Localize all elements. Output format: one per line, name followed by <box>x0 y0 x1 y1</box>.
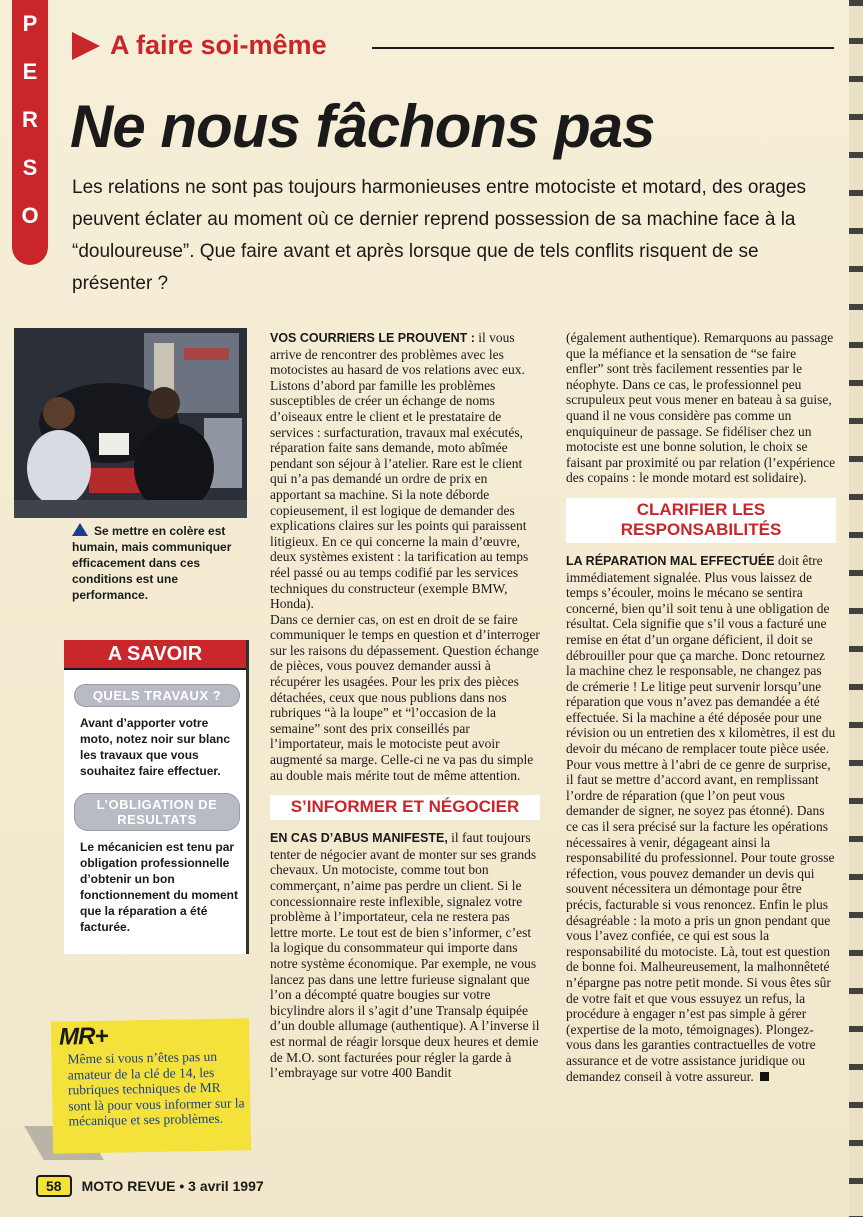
page-title: Ne nous fâchons pas <box>70 93 655 160</box>
kicker <box>72 30 327 61</box>
section-tab-letter: E <box>22 59 38 84</box>
savoir-item-head: L’OBLIGATION DE RESULTATS <box>74 793 240 831</box>
article-paragraph: (également authentique). Remarquons au passage que la méfiance et la sensation de “se faire enfler” sont très facilement ressenties par le néophyte. Dans ce cas, le professionnel peu scrupuleux peut vous mener en bateau à sa guise, quand il ne vous considère pas comme un enquiquineur de passage. Se fidéliser chez un motociste est une bonne solution, le choix se faisant par proximité ou par relation (l’expérience des copains : le monde motard est solidaire). <box>566 330 836 486</box>
subheading: CLARIFIER LES RESPONSABILITÉS <box>566 498 836 543</box>
mr-plus-box <box>51 1018 251 1153</box>
article-paragraph <box>270 330 540 612</box>
subheading: S’INFORMER ET NÉGOCIER <box>270 795 540 820</box>
paragraph-text: il vous arrive de rencontrer des problèmes avec les motocistes au hasard de vos relations avec eux. Listons d’abord par famille les problèmes susceptibles de créer un échange de noms d’oiseaux entre le client et le prestataire de services : surfacturation, travaux mal exécutés, réparation faite sans demande, moto abîmée pendant son séjour à l’atelier. Rare est le client qui n’a pas demandé un ordre de prix en apportant sa machine. Si la note déborde copieusement, il est logique de demander des explications claires sur les points qui paraissent litigieux. En ce qui concerne la main d’œuvre, deux systèmes existent : la tarification au temps réel passé ou au temps codifié par les services techniques du constructeur (exemple BMW, Honda). <box>270 330 529 612</box>
page-footer <box>36 1175 264 1197</box>
workshop-photo-illustration <box>14 328 247 518</box>
kicker-rule <box>372 47 834 49</box>
article-paragraph: Dans ce dernier cas, on est en droit de se faire communiquer le temps en question et d’interroger sur les raisons du dépassement. Question échange de pièces, vous pouvez demander aussi à récupérer les usagées. Pour les prix des pièces détachées, ceux que nous publions dans nos rubriques “à la loupe” et “l’occasion de la semaine” sont des prix conseillés par l’importateur, mais le motociste peut avoir augmenté sa marge. Celle-ci ne va pas du simple au double mais mérite tout de même attention. <box>270 611 540 783</box>
caption-triangle-icon <box>72 523 88 536</box>
savoir-item-text: Avant d’apporter votre moto, notez noir sur blanc les travaux que vous souhaitez faire effectuer. <box>80 716 231 778</box>
article-paragraph <box>270 830 540 1081</box>
section-tab <box>12 0 48 265</box>
article-column-2 <box>566 330 836 1084</box>
savoir-item-head: QUELS TRAVAUX ? <box>74 684 240 707</box>
section-tab-letter: O <box>21 203 39 228</box>
paragraph-lead-in: EN CAS D’ABUS MANIFESTE, <box>270 831 448 846</box>
paragraph-lead-in: LA RÉPARATION MAL EFFECTUÉE <box>566 553 775 568</box>
article-paragraph <box>566 553 836 1084</box>
a-savoir-box <box>64 640 249 954</box>
magazine-name: MOTO REVUE <box>81 1178 176 1194</box>
play-triangle-icon <box>72 32 100 60</box>
mr-plus-logo: MR+ <box>58 1022 108 1051</box>
paragraph-text: doit être immédiatement signalée. Plus vous laissez de temps s’écouler, moins le mécano se sentira concerné, bien qu’il soit tenu à une obligation de résultat. Cela signifie que s’il vous a facturé une remise en état d’un organe déficient, il doit se débrouiller pour que ça marche. Donc retournez la machine chez le responsable, ne changez pas de crémerie ! Le litige peut survenir lorsqu’une réparation que vous n’avez pas demandée a été effectuée. Si la machine a été déposée pour une révision ou un entretien des x kilomètres, il est du devoir du mécano de remplacer toute pièce usée. Pour vous mettre à l’abri de ce genre de surprise, il faut se mettre d’accord avant, en remplissant l’ordre de réparation (que l’on peut vous demander de signer, ne soyez pas étonné). Dans ce cas il sera précisé sur la facture les opérations nécessaires à venir, dégageant ainsi la responsabilité du professionnel. Pour toute grosse réfection, vous pouvez demander un devis qui souvent nécessitera un démontage pour être précis, facturable si vous renoncez. Enfin le plus désagréable : la moto a pris un gnon pendant que vous l’avez confiée, ce qui est sous la responsabilité du motociste. Là, tout est question de bonne foi. Malheureusement, la malhonnêteté n’épargne pas notre petit monde. Si vous êtes sûr de votre fait et que vous essuyez un refus, la procédure à engager n’est pas simple à gérer (expertise de la moto, témoignages). Plongez-vous dans les garanties contractuelles de votre assurance et de votre assistance juridique ou demandez conseil à votre assureur. <box>566 552 836 1084</box>
paragraph-lead-in: VOS COURRIERS LE PROUVENT : <box>270 331 475 345</box>
footer-separator: • <box>179 1178 185 1194</box>
article-column-1 <box>270 330 540 1081</box>
section-tab-letter: R <box>22 107 38 132</box>
issue-date: 3 avril 1997 <box>188 1178 264 1194</box>
photo-caption <box>72 523 247 603</box>
kicker-text: A faire soi-même <box>110 30 327 60</box>
a-savoir-title: A SAVOIR <box>64 640 246 670</box>
mr-plus-text: Même si vous n’êtes pas un amateur de la clé de 14, les rubriques techniques de MR sont là pour vous informer sur la mécanique et ses problèmes. <box>67 1048 245 1129</box>
lead-paragraph: Les relations ne sont pas toujours harmonieuses entre motociste et motard, des orages peuvent éclater au moment où ce dernier reprend possession de sa machine face à la “douloureuse”. Que faire avant et après lorsque que de tels conflits risquent de se présenter ? <box>72 177 807 294</box>
workshop-photo <box>14 328 247 518</box>
section-tab-letter: S <box>22 155 38 180</box>
section-tab-letter: P <box>22 11 38 36</box>
photo-caption-text: Se mettre en colère est humain, mais communiquer efficacement dans ces conditions est une performance. <box>72 524 232 602</box>
savoir-item-text: Le mécanicien est tenu par obligation professionnelle d’obtenir un bon fonctionnement du moment que la réparation a été facturée. <box>80 840 238 934</box>
page-number: 58 <box>36 1175 72 1197</box>
paragraph-text: il faut toujours tenter de négocier avant de monter sur ses grands chevaux. Un motociste, comme tout bon commerçant, n’aime pas perdre un client. Si le concessionnaire reste inflexible, signalez votre problème à l’importateur, cela ne restera pas lettre morte. Le tout est de bien s’informer, c’est la logique du consommateur qui importe dans notre système économique. Par exemple, ne vous lancez pas dans une lettre furieuse signalant que l’on a décompté quatre bougies sur votre bicylindre alors il s’agit d’une Transalp équipée d’un double allumage (authentique). A l’inverse il est normal de réagir lorsque deux heures et demie de M.O. sont facturées pour régler la garde à l’embrayage sur votre 400 Bandit <box>270 830 540 1081</box>
spiral-binding <box>849 0 863 1217</box>
end-mark-icon <box>760 1072 769 1081</box>
